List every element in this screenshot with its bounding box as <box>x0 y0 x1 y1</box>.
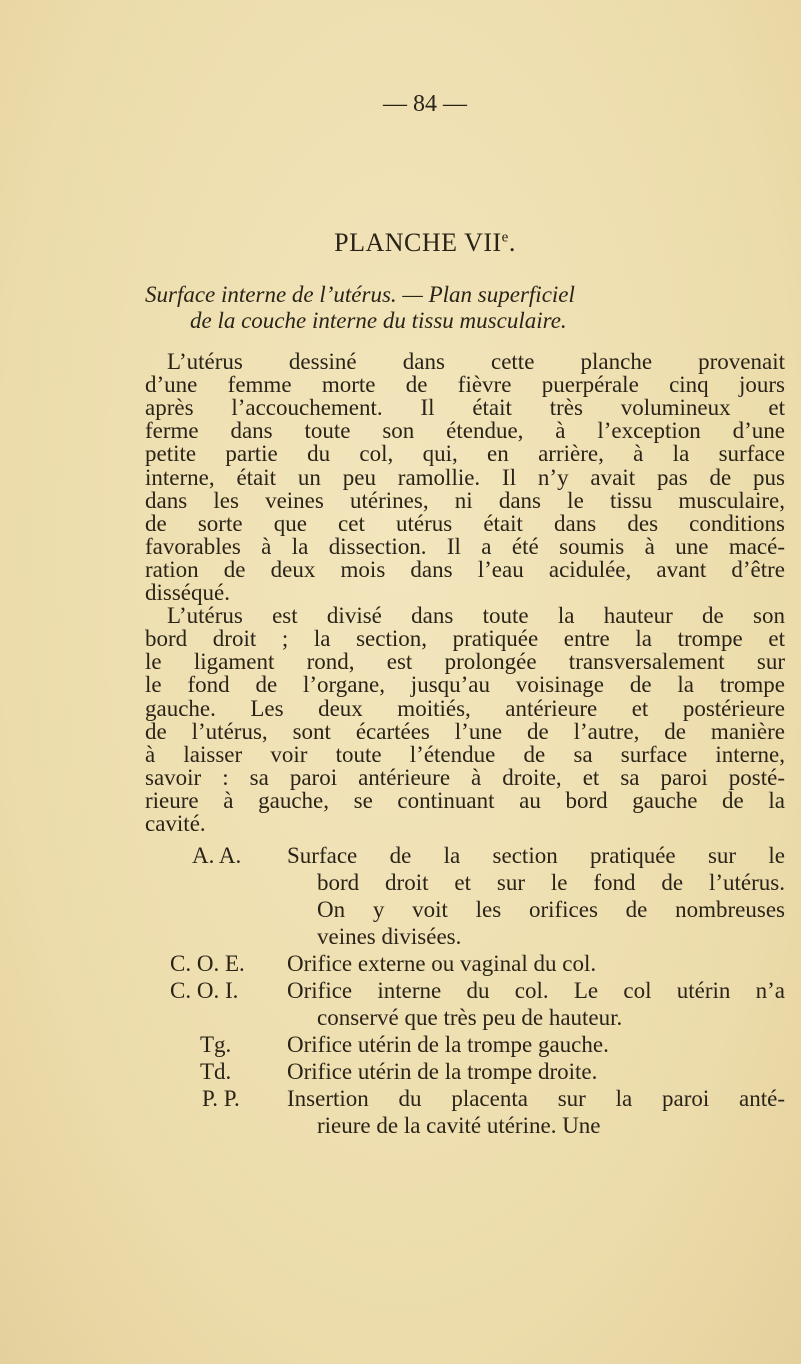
paragraph-line: L’utérus est divisé dans toute la hauteur de son <box>167 603 785 629</box>
legend-description: On y voit les orifices de nombreuses <box>317 897 785 922</box>
legend-description: Orifice externe ou vaginal du col. <box>287 951 597 976</box>
paragraph-line: gauche. Les deux moitiés, antérieure et postérieure <box>145 695 785 721</box>
paragraph-line: L’utérus dessiné dans cette planche provenait <box>167 349 785 374</box>
page-number: — 84 — <box>383 91 467 117</box>
paragraph-line: disséqué. <box>145 580 230 605</box>
paragraph-line: le ligament rond, est prolongée transversalement sur <box>145 649 785 675</box>
paragraph-line: de l’utérus, sont écartées l’une de l’autre, de manière <box>145 718 785 744</box>
legend-description: bord droit et sur le fond de l’utérus. <box>317 870 785 895</box>
legend-key: C. O. I. <box>170 978 239 1003</box>
paragraph-line: à laisser voir toute l’étendue de sa surface interne, <box>145 741 785 767</box>
paragraph-line: ferme dans toute son étendue, à l’exception d’une <box>145 418 785 444</box>
legend-description: Orifice utérin de la trompe gauche. <box>287 1032 609 1057</box>
paragraph-line: bord droit ; la section, pratiquée entre la trompe et <box>145 626 785 652</box>
legend-description: Orifice utérin de la trompe droite. <box>287 1059 598 1084</box>
legend-key: A. A. <box>192 843 242 868</box>
plate-title-text: PLANCHE VII <box>334 228 502 257</box>
paragraph-line: le fond de l’organe, jusqu’au voisinage de la trompe <box>145 672 785 698</box>
plate-title-sup: e <box>501 229 509 246</box>
plate-title-end: . <box>508 228 516 257</box>
legend-description: Insertion du placenta sur la paroi anté- <box>287 1086 785 1111</box>
legend-description: Orifice interne du col. Le col utérin n’a <box>287 978 785 1003</box>
paragraph-line: d’une femme morte de fièvre puerpérale cinq jours <box>145 372 785 398</box>
paragraph-line: cavité. <box>145 811 206 836</box>
legend-description: Surface de la section pratiquée sur le <box>287 843 785 868</box>
paragraph-line: favorables à la dissection. Il a été soumis à une macé- <box>145 533 785 559</box>
legend-description: veines divisées. <box>317 924 462 949</box>
legend-description: rieure de la cavité utérine. Une <box>317 1113 601 1138</box>
legend-key: C. O. E. <box>170 951 245 976</box>
legend-description: conservé que très peu de hauteur. <box>317 1005 623 1030</box>
subtitle-line: Surface interne de l’utérus. — Plan superficiel <box>145 282 575 307</box>
paragraph-line: interne, était un peu ramollie. Il n’y avait pas de pus <box>145 464 785 490</box>
paragraph-line: de sorte que cet utérus était dans des conditions <box>145 510 785 536</box>
legend-key: Tg. <box>200 1032 232 1057</box>
paragraph-line: savoir : sa paroi antérieure à droite, et sa paroi posté- <box>145 764 785 790</box>
paragraph-line: ration de deux mois dans l’eau acidulée, avant d’être <box>145 556 785 582</box>
paragraph-line: après l’accouchement. Il était très volumineux et <box>145 395 785 421</box>
legend-key: Td. <box>200 1059 232 1084</box>
paragraph-line: rieure à gauche, se continuant au bord gauche de la <box>145 787 785 813</box>
subtitle-line: de la couche interne du tissu musculaire. <box>190 308 567 333</box>
plate-title <box>0 228 801 258</box>
legend-key: P. P. <box>202 1086 240 1111</box>
paragraph-line: petite partie du col, qui, en arrière, à la surface <box>145 441 785 467</box>
paragraph-line: dans les veines utérines, ni dans le tissu musculaire, <box>145 487 785 513</box>
